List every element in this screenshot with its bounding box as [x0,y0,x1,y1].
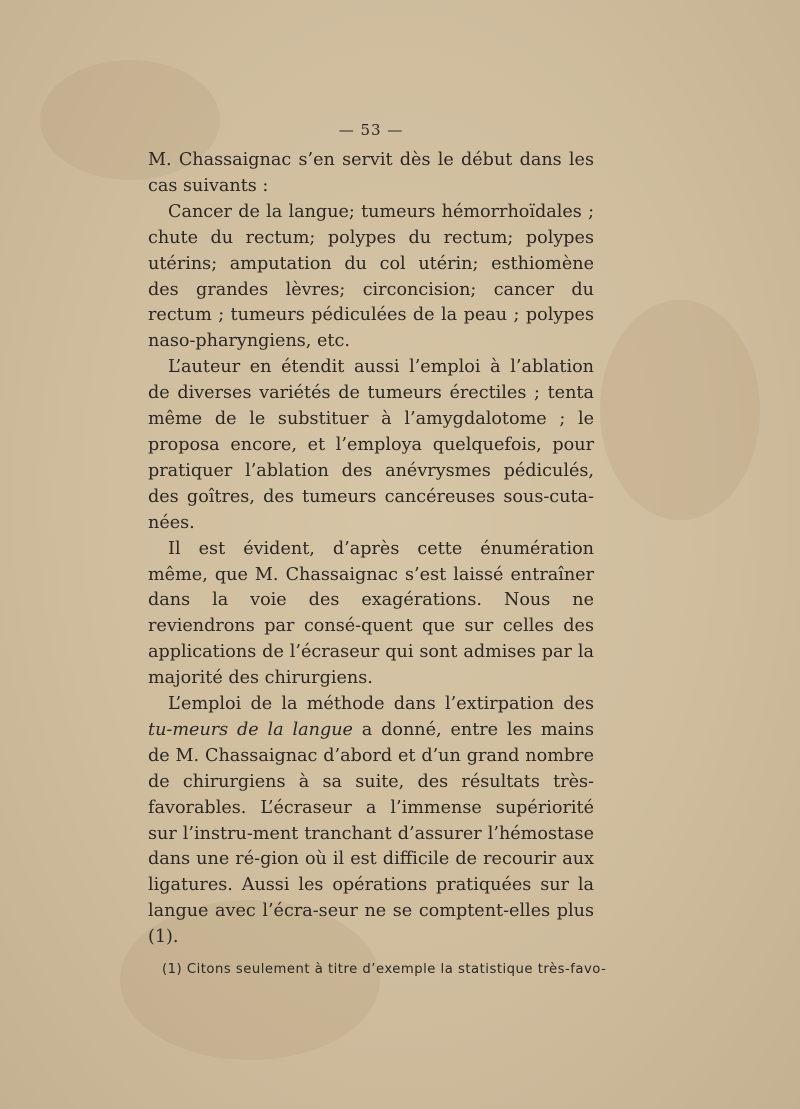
paragraph-4: Il est évident, d’après cette énumération même, que M. Chassaignac s’est laissé entraîner dans la voie des exagérations. Nous ne reviendrons par consé-quent que sur celles des applications de l’écraseur qui sont admises par la majorité des chirurgiens. [148,538,594,689]
paragraph-5-start: L’emploi de la méthode dans l’extirpation des [168,694,594,715]
paper-stain [600,300,760,520]
paragraph-5 [148,692,594,951]
footnote: (1) Citons seulement à titre d’exemple la statistique très-favo- [162,962,607,978]
paragraph-5-end: a donné, entre les mains de M. Chassaignac d’abord et d’un grand nombre de chirurgiens à sa suite, des résultats très-favorables. L’écraseur a l’immense supériorité sur l’instru-ment tranchant d’assurer l’hémostase dans une ré-gion où il est difficile de recourir aux ligatures. Aussi les opérations pratiquées sur la langue avec l’écra-seur ne se comptent-elles plus (1). [148,719,594,948]
paragraph-3: L’auteur en étendit aussi l’emploi à l’ablation de diverses variétés de tumeurs érectiles ; tenta même de le substituer à l’amygdalotome ; le proposa encore, et l’employa quelquefois, pour pratiquer l’ablation des anévrysmes pédiculés, des goîtres, des tumeurs cancéreuses sous-cuta-nées. [148,357,594,533]
text-block [148,118,607,981]
paragraph-1: M. Chassaignac s’en servit dès le début dans les cas suivants : [148,150,594,196]
italic-phrase: tu-meurs de la langue [148,719,353,740]
page-number: — 53 — [338,121,404,139]
paragraph-2: Cancer de la langue; tumeurs hémorrhoïdales ; chute du rectum; polypes du rectum; polypes utérins; amputation du col utérin; esthiomène des grandes lèvres; circoncision; cancer du rectum ; tumeurs pédiculées de la peau ; polypes naso-pharyngiens, etc. [148,201,594,352]
